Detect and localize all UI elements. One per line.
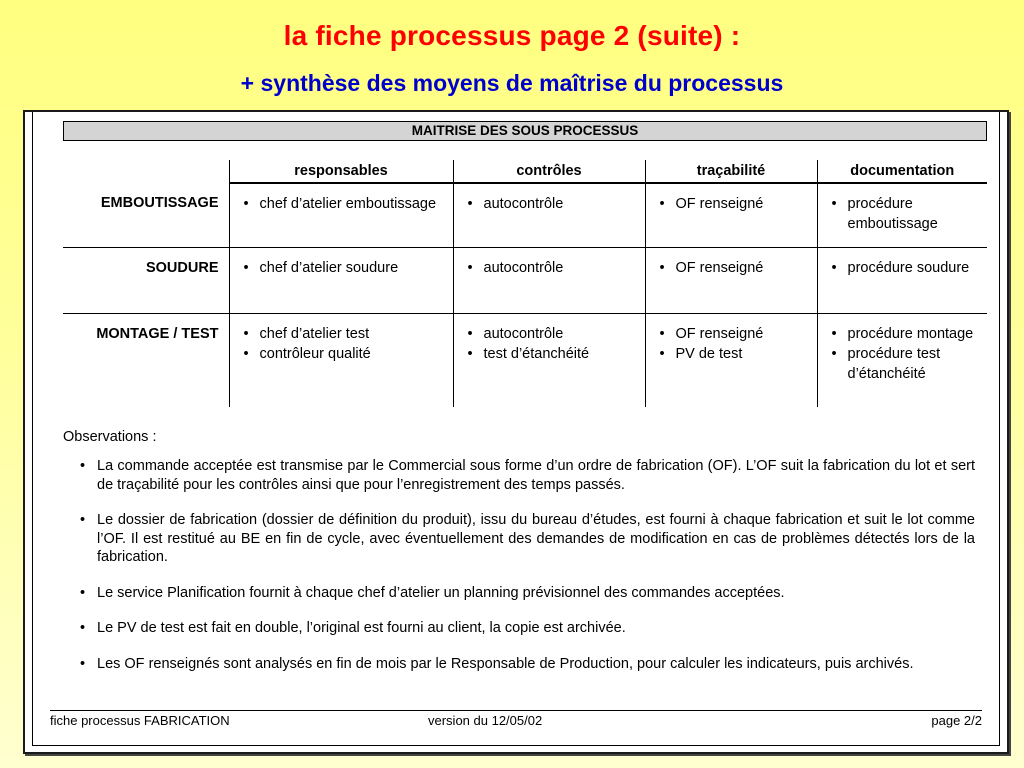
list-item: • contrôleur qualité [244,344,447,364]
cell-documentation [817,313,987,407]
observation-item: • Les OF renseignés sont analysés en fin de mois par le Responsable de Production, pour calculer les indicateurs, puis archivés. [77,655,975,674]
list-item: • autocontrôle [468,258,639,278]
list-item: • test d’étanchéité [468,344,639,364]
table-title: MAITRISE DES SOUS PROCESSUS [63,121,987,141]
observation-item: • Le dossier de fabrication (dossier de définition du produit), issu du bureau d’études, est fourni à chaque fabrication et suit le lot comme l’OF. Il est restitué au BE en fin de cycle, avec éventuellement des demandes de modification en cas de problèmes détectés lors de la fabrication. [77,511,975,567]
header-controles: contrôles [453,160,645,183]
cell-tracabilite [645,247,817,313]
list-item: • chef d’atelier test [244,324,447,344]
cell-responsables [229,247,453,313]
footer-document-name: fiche processus FABRICATION [50,713,230,728]
row-label: EMBOUTISSAGE [100,195,219,211]
process-sheet [23,110,1009,754]
cell-tracabilite [645,183,817,247]
list-item: • procédure test d’étanchéité [832,344,982,384]
list-item: • procédure soudure [832,258,982,278]
cell-documentation [817,247,987,313]
table-header-row [63,160,987,183]
header-documentation: documentation [817,160,987,183]
list-item: • OF renseigné [660,258,811,278]
list-item: • procédure emboutissage [832,194,982,234]
observations-title: Observations : [63,429,157,445]
table-row [63,313,987,407]
sheet-frame [32,112,1000,746]
observations-list [77,457,975,690]
table-row [63,247,987,313]
list-item: • PV de test [660,344,811,364]
list-item: • autocontrôle [468,194,639,214]
list-item: • OF renseigné [660,324,811,344]
observation-item: • La commande acceptée est transmise par le Commercial sous forme d’un ordre de fabrication (OF). L’OF suit la fabrication du lot et sert de traçabilité pour les contrôles ainsi que pour l’enregistrement des temps passés. [77,457,975,494]
observation-item: • Le PV de test est fait en double, l’original est fourni au client, la copie est archivée. [77,619,975,638]
list-item: • procédure montage [832,324,982,344]
cell-tracabilite [645,313,817,407]
slide-subtitle: + synthèse des moyens de maîtrise du processus [240,70,784,96]
cell-controles [453,183,645,247]
list-item: • autocontrôle [468,324,639,344]
header-tracabilite: traçabilité [645,160,817,183]
sheet-footer [50,710,982,728]
cell-responsables [229,183,453,247]
cell-responsables [229,313,453,407]
list-item: • chef d’atelier soudure [244,258,447,278]
cell-controles [453,247,645,313]
control-table [63,160,987,407]
row-label: SOUDURE [145,259,219,276]
footer-version: version du 12/05/02 [428,713,543,728]
table-row [63,183,987,247]
list-item: • OF renseigné [660,194,811,214]
cell-controles [453,313,645,407]
row-label: MONTAGE / TEST [96,325,219,342]
header-empty [63,160,229,183]
header-responsables: responsables [229,160,453,183]
cell-documentation [817,183,987,247]
footer-page-number: page 2/2 [931,713,982,728]
observation-item: • Le service Planification fournit à chaque chef d’atelier un planning prévisionnel des commandes acceptées. [77,584,975,603]
list-item: • chef d’atelier emboutissage [244,194,447,214]
slide-title: la fiche processus page 2 (suite) : [283,20,741,51]
